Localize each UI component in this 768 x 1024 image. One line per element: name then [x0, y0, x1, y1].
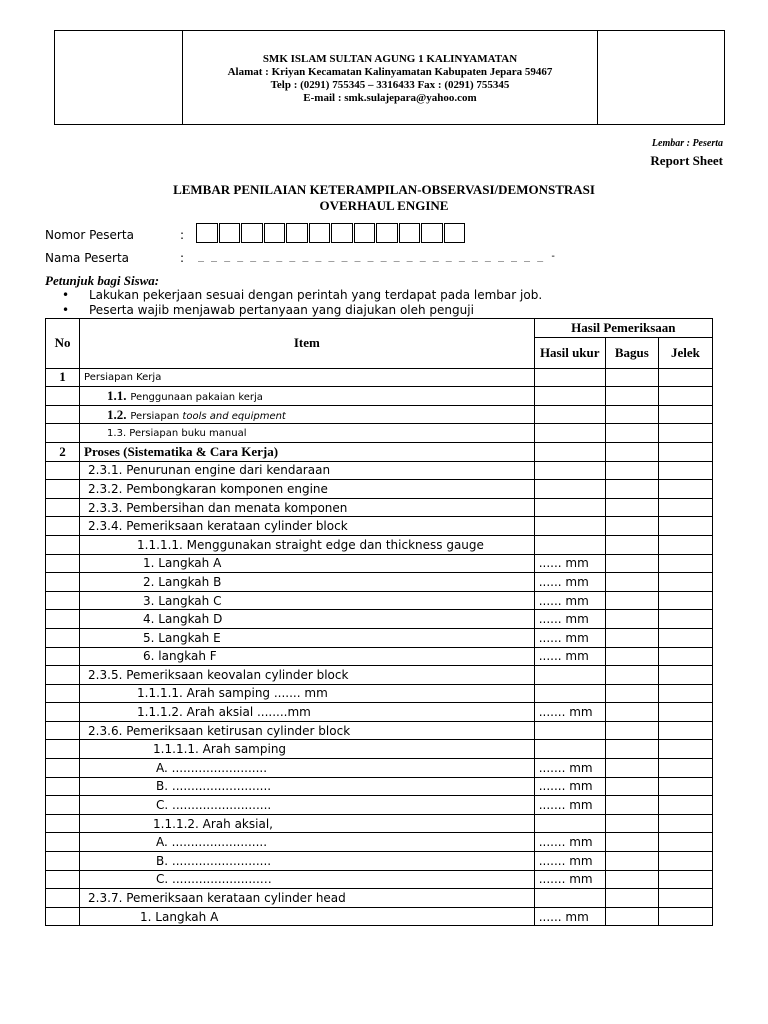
hasil-cell[interactable]: ...... mm [534, 554, 605, 573]
hasil-cell[interactable] [534, 498, 605, 517]
jelek-cell[interactable] [658, 424, 712, 443]
jelek-cell[interactable] [658, 442, 712, 461]
nama-peserta-label: Nama Peserta [45, 251, 130, 265]
table-row [46, 591, 713, 610]
digit-box[interactable] [354, 223, 376, 243]
table-row [46, 721, 713, 740]
row-number [46, 777, 80, 796]
table-row [46, 852, 713, 871]
row-item [80, 387, 535, 406]
form-title: LEMBAR PENILAIAN KETERAMPILAN-OBSERVASI/DEMONSTRASI [173, 182, 595, 197]
jelek-cell[interactable] [658, 759, 712, 778]
jelek-cell[interactable] [658, 721, 712, 740]
hasil-cell[interactable]: ....... mm [534, 870, 605, 889]
jelek-cell[interactable] [658, 703, 712, 722]
digit-box[interactable] [309, 223, 331, 243]
row-number [46, 405, 80, 424]
bagus-cell[interactable] [605, 610, 658, 629]
row-number [46, 852, 80, 871]
digit-box[interactable] [219, 223, 241, 243]
bagus-cell[interactable] [605, 628, 658, 647]
nomor-peserta-label: Nomor Peserta [45, 228, 134, 242]
header-bagus: Bagus [605, 337, 658, 368]
hasil-cell[interactable]: ...... mm [534, 647, 605, 666]
form-subtitle: OVERHAUL ENGINE [319, 198, 449, 213]
bagus-cell[interactable] [605, 796, 658, 815]
digit-box[interactable] [264, 223, 286, 243]
row-number [46, 666, 80, 685]
jelek-cell[interactable] [658, 498, 712, 517]
digit-box[interactable] [241, 223, 263, 243]
jelek-cell[interactable] [658, 610, 712, 629]
jelek-cell[interactable] [658, 368, 712, 387]
row-item: Proses (Sistematika & Cara Kerja) [80, 442, 535, 461]
row-item: 3. Langkah C [80, 591, 535, 610]
jelek-cell[interactable] [658, 666, 712, 685]
table-row [46, 814, 713, 833]
digit-box[interactable] [196, 223, 218, 243]
table-row [46, 889, 713, 908]
row-number [46, 703, 80, 722]
bagus-cell[interactable] [605, 852, 658, 871]
instructions-list [62, 288, 542, 318]
digit-box[interactable] [331, 223, 353, 243]
row-item [80, 405, 535, 424]
jelek-cell[interactable] [658, 814, 712, 833]
row-number [46, 591, 80, 610]
bagus-cell[interactable] [605, 517, 658, 536]
row-number [46, 684, 80, 703]
jelek-cell[interactable] [658, 852, 712, 871]
school-name: SMK ISLAM SULTAN AGUNG 1 KALINYAMATAN [262, 53, 518, 65]
item-text: Persiapan [130, 410, 183, 422]
bagus-cell[interactable] [605, 442, 658, 461]
hasil-cell[interactable]: ....... mm [534, 759, 605, 778]
header-jelek: Jelek [658, 337, 712, 368]
row-item: 1.1.1.2. Arah aksial, [80, 814, 535, 833]
jelek-cell[interactable] [658, 907, 712, 926]
bagus-cell[interactable] [605, 591, 658, 610]
row-item: 1. Langkah A [80, 554, 535, 573]
row-item: 1.1.1.1. Arah samping ....... mm [80, 684, 535, 703]
school-address: Alamat : Kriyan Kecamatan Kalinyamatan Kabupaten Jepara 59467 [227, 66, 553, 78]
table-row [46, 703, 713, 722]
bagus-cell[interactable] [605, 368, 658, 387]
bagus-cell[interactable] [605, 666, 658, 685]
bagus-cell[interactable] [605, 684, 658, 703]
table-row [46, 759, 713, 778]
bagus-cell[interactable] [605, 814, 658, 833]
digit-box[interactable] [444, 223, 466, 243]
instruction-item: • Lakukan pekerjaan sesuai dengan perintah yang terdapat pada lembar job. [62, 288, 542, 303]
row-number [46, 814, 80, 833]
header-hasil-pemeriksaan: Hasil Pemeriksaan [534, 319, 712, 338]
hasil-cell[interactable]: ....... mm [534, 852, 605, 871]
row-item: 1.1.1.2. Arah aksial ........mm [80, 703, 535, 722]
bagus-cell[interactable] [605, 740, 658, 759]
row-number [46, 387, 80, 406]
nomor-peserta-input[interactable] [196, 223, 466, 243]
bagus-cell[interactable] [605, 480, 658, 499]
row-item: 2.3.6. Pemeriksaan ketirusan cylinder block [80, 721, 535, 740]
jelek-cell[interactable] [658, 628, 712, 647]
hasil-cell[interactable] [534, 442, 605, 461]
bagus-cell[interactable] [605, 647, 658, 666]
row-item: C. .......................… [80, 870, 535, 889]
school-info [183, 31, 598, 124]
row-number [46, 480, 80, 499]
hasil-cell[interactable] [534, 405, 605, 424]
bagus-cell[interactable] [605, 498, 658, 517]
bagus-cell[interactable] [605, 573, 658, 592]
row-number: 2 [46, 442, 80, 461]
row-number [46, 907, 80, 926]
hasil-cell[interactable] [534, 721, 605, 740]
table-row [46, 554, 713, 573]
table-row [46, 461, 713, 480]
bagus-cell[interactable] [605, 907, 658, 926]
hasil-cell[interactable]: ....... mm [534, 833, 605, 852]
row-number [46, 796, 80, 815]
school-email: E-mail : smk.sulajepara@yahoo.com [303, 92, 477, 104]
jelek-cell[interactable] [658, 833, 712, 852]
row-number [46, 740, 80, 759]
jelek-cell[interactable] [658, 535, 712, 554]
assessment-table [45, 318, 713, 926]
table-row [46, 517, 713, 536]
bagus-cell[interactable] [605, 703, 658, 722]
row-item: 6. langkah F [80, 647, 535, 666]
header-item: Item [80, 319, 535, 369]
instruction-item: • Peserta wajib menjawab pertanyaan yang diajukan oleh penguji [62, 303, 542, 318]
letterhead-box [54, 30, 725, 125]
table-header-row [46, 319, 713, 338]
bagus-cell[interactable] [605, 759, 658, 778]
hasil-cell[interactable] [534, 684, 605, 703]
hasil-cell[interactable]: ...... mm [534, 591, 605, 610]
row-number [46, 759, 80, 778]
table-row [46, 405, 713, 424]
jelek-cell[interactable] [658, 554, 712, 573]
row-item: C. .......................... [80, 796, 535, 815]
bagus-cell[interactable] [605, 535, 658, 554]
row-number [46, 517, 80, 536]
colon: : [180, 251, 185, 265]
table-row [46, 647, 713, 666]
row-number [46, 889, 80, 908]
hasil-cell[interactable]: ...... mm [534, 628, 605, 647]
table-row [46, 442, 713, 461]
row-number [46, 647, 80, 666]
item-number: 1.2. [107, 406, 127, 422]
jelek-cell[interactable] [658, 517, 712, 536]
table-row [46, 666, 713, 685]
bagus-cell[interactable] [605, 461, 658, 480]
hasil-cell[interactable] [534, 517, 605, 536]
row-item: B. .......................... [80, 852, 535, 871]
bagus-cell[interactable] [605, 777, 658, 796]
jelek-cell[interactable] [658, 796, 712, 815]
row-item: B. .......................... [80, 777, 535, 796]
jelek-cell[interactable] [658, 405, 712, 424]
row-item: 2.3.2. Pembongkaran komponen engine [80, 480, 535, 499]
row-number [46, 573, 80, 592]
jelek-cell[interactable] [658, 573, 712, 592]
hasil-cell[interactable]: ...... mm [534, 907, 605, 926]
table-row [46, 833, 713, 852]
table-row [46, 573, 713, 592]
row-item: 2.3.3. Pembersihan dan menata komponen [80, 498, 535, 517]
table-row [46, 740, 713, 759]
logo-cell-right [598, 31, 724, 124]
row-number [46, 610, 80, 629]
table-row [46, 610, 713, 629]
row-number [46, 461, 80, 480]
table-row [46, 684, 713, 703]
jelek-cell[interactable] [658, 480, 712, 499]
row-item: 5. Langkah E [80, 628, 535, 647]
jelek-cell[interactable] [658, 591, 712, 610]
hasil-cell[interactable]: ...... mm [534, 573, 605, 592]
hasil-cell[interactable] [534, 387, 605, 406]
row-item: 1.1.1.1. Menggunakan straight edge dan thickness gauge [80, 535, 535, 554]
digit-box[interactable] [376, 223, 398, 243]
item-number: 1.1. [107, 387, 127, 403]
item-text-italic: tools and equipment [182, 410, 286, 422]
table-row [46, 368, 713, 387]
row-item: 1.1.1.1. Arah samping [80, 740, 535, 759]
row-item: 4. Langkah D [80, 610, 535, 629]
header-hasil-ukur: Hasil ukur [534, 337, 605, 368]
hasil-cell[interactable] [534, 368, 605, 387]
row-item: 2. Langkah B [80, 573, 535, 592]
table-row [46, 535, 713, 554]
hasil-cell[interactable] [534, 461, 605, 480]
jelek-cell[interactable] [658, 387, 712, 406]
row-number [46, 833, 80, 852]
digit-box[interactable] [399, 223, 421, 243]
hasil-cell[interactable]: ....... mm [534, 703, 605, 722]
row-item: Persiapan Kerja [80, 368, 535, 387]
row-number [46, 554, 80, 573]
row-item: A. ......................... [80, 833, 535, 852]
table-row [46, 480, 713, 499]
hasil-cell[interactable]: ...... mm [534, 610, 605, 629]
jelek-cell[interactable] [658, 870, 712, 889]
row-number [46, 498, 80, 517]
row-item: 2.3.4. Pemeriksaan kerataan cylinder block [80, 517, 535, 536]
bagus-cell[interactable] [605, 833, 658, 852]
colon: : [180, 228, 185, 242]
bagus-cell[interactable] [605, 387, 658, 406]
nama-peserta-field[interactable]: _ _ _ _ _ _ _ _ _ _ _ _ _ _ _ _ _ _ _ _ _ _ _ _ _ _ _ - [198, 251, 557, 262]
jelek-cell[interactable] [658, 647, 712, 666]
row-item: 1. Langkah A [80, 907, 535, 926]
bagus-cell[interactable] [605, 405, 658, 424]
jelek-cell[interactable] [658, 740, 712, 759]
logo-cell-left [55, 31, 183, 124]
bagus-cell[interactable] [605, 889, 658, 908]
row-item: 1.3. Persiapan buku manual [80, 424, 535, 443]
hasil-cell[interactable] [534, 535, 605, 554]
sheet-type: Lembar : Peserta [651, 138, 723, 149]
hasil-cell[interactable] [534, 666, 605, 685]
table-row [46, 387, 713, 406]
table-row [46, 424, 713, 443]
row-number [46, 424, 80, 443]
hasil-cell[interactable] [534, 740, 605, 759]
row-item: 2.3.7. Pemeriksaan kerataan cylinder head [80, 889, 535, 908]
row-number: 1 [46, 368, 80, 387]
item-text: Penggunaan pakaian kerja [130, 391, 263, 403]
school-phone: Telp : (0291) 755345 – 3316433 Fax : (0291) 755345 [270, 79, 510, 91]
row-item: 2.3.1. Penurunan engine dari kendaraan [80, 461, 535, 480]
header-no: No [46, 319, 80, 369]
bagus-cell[interactable] [605, 554, 658, 573]
row-number [46, 535, 80, 554]
jelek-cell[interactable] [658, 461, 712, 480]
hasil-cell[interactable] [534, 814, 605, 833]
hasil-cell[interactable] [534, 889, 605, 908]
hasil-cell[interactable]: ....... mm [534, 796, 605, 815]
hasil-cell[interactable] [534, 480, 605, 499]
row-number [46, 870, 80, 889]
table-row [46, 628, 713, 647]
digit-box[interactable] [421, 223, 443, 243]
hasil-cell[interactable] [534, 424, 605, 443]
table-row [46, 498, 713, 517]
bagus-cell[interactable] [605, 870, 658, 889]
report-sheet-label: Report Sheet [650, 153, 723, 168]
hasil-cell[interactable]: ....... mm [534, 777, 605, 796]
table-row [46, 796, 713, 815]
row-item: A. ......................... [80, 759, 535, 778]
table-row [46, 907, 713, 926]
jelek-cell[interactable] [658, 889, 712, 908]
instructions-heading: Petunjuk bagi Siswa: [45, 273, 160, 288]
row-item: 2.3.5. Pemeriksaan keovalan cylinder block [80, 666, 535, 685]
row-number [46, 628, 80, 647]
bagus-cell[interactable] [605, 424, 658, 443]
jelek-cell[interactable] [658, 777, 712, 796]
digit-box[interactable] [286, 223, 308, 243]
table-row [46, 777, 713, 796]
table-row [46, 870, 713, 889]
jelek-cell[interactable] [658, 684, 712, 703]
row-number [46, 721, 80, 740]
bagus-cell[interactable] [605, 721, 658, 740]
